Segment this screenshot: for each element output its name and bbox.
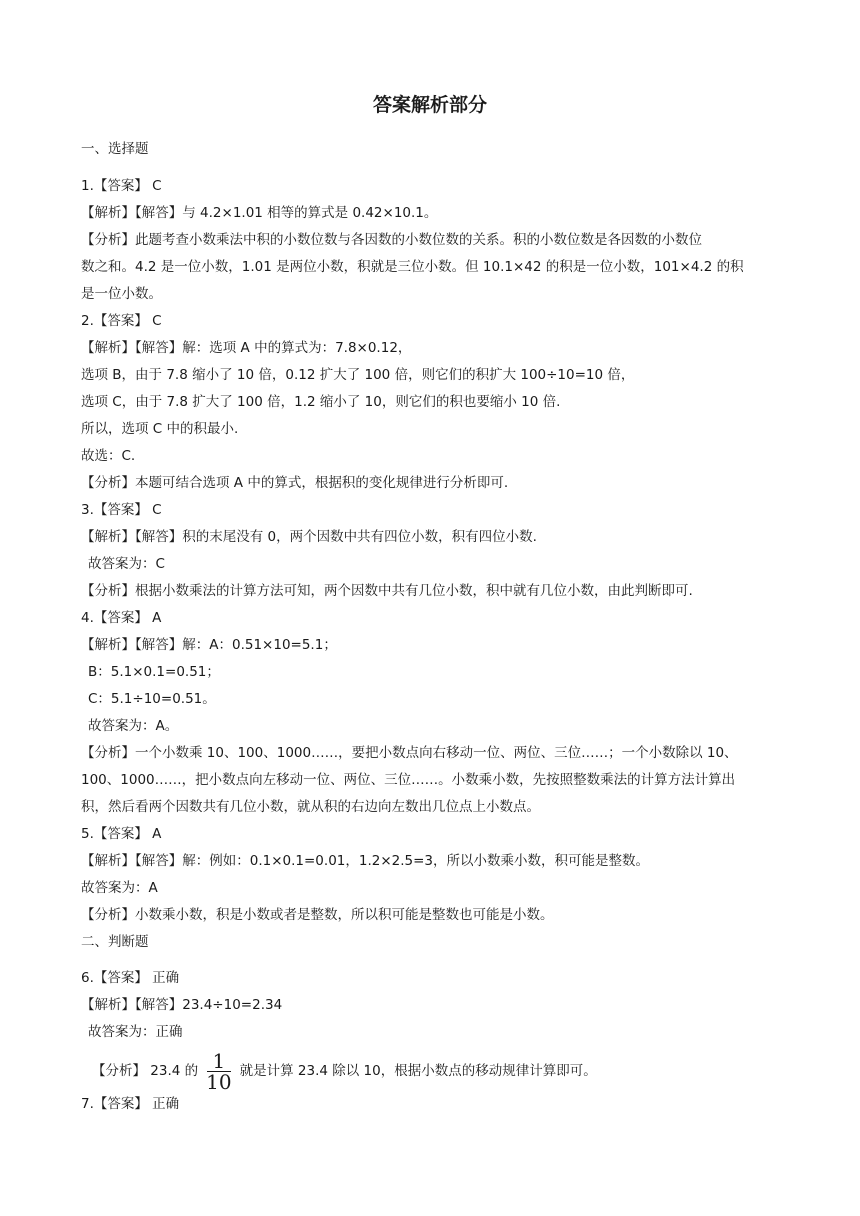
- page-title: 答案解析部分: [372, 94, 487, 116]
- q2-line2: 选项 B，由于 7.8 缩小了 10 倍，0.12 扩大了 100 倍，则它们的积扩大 100÷10=10 倍，: [81, 367, 635, 383]
- q5-line2: 故答案为：A: [81, 880, 158, 896]
- q5-answer: 5.【答案】 A: [81, 826, 162, 842]
- q4-line2: B：5.1×0.1=0.51；: [88, 664, 220, 680]
- q6-analysis-suffix: 就是计算 23.4 除以 10，根据小数点的移动规律计算即可。: [239, 1063, 597, 1079]
- q1-solution: 【解析】【解答】与 4.2×1.01 相等的算式是 0.42×10.1。: [81, 205, 438, 221]
- q5-analysis: 【分析】小数乘小数，积是小数或者是整数，所以积可能是整数也可能是小数。: [81, 907, 554, 923]
- q6-analysis: [92, 1048, 792, 1094]
- q3-analysis: 【分析】根据小数乘法的计算方法可知，两个因数中共有几位小数，积中就有几位小数，由此判断即可.: [81, 583, 693, 599]
- q2-solution: 【解析】【解答】解：选项 A 中的算式为：7.8×0.12，: [81, 340, 412, 356]
- q4-analysis-line2: 100、1000……，把小数点向左移动一位、两位、三位……。小数乘小数，先按照整数乘法的计算方法计算出: [81, 772, 736, 788]
- q7-answer: 7.【答案】 正确: [81, 1096, 180, 1112]
- q6-line2: 故答案为：正确: [88, 1024, 183, 1040]
- q1-analysis-line2: 数之和。4.2 是一位小数，1.01 是两位小数，积就是三位小数。但 10.1×42 的积是一位小数，101×4.2 的积: [81, 259, 744, 275]
- fraction-denominator: 10: [206, 1069, 232, 1094]
- q4-analysis-line1: 【分析】一个小数乘 10、100、1000……，要把小数点向右移动一位、两位、三位……；一个小数除以 10、: [81, 745, 738, 761]
- q3-answer: 3.【答案】 C: [81, 502, 162, 518]
- section-heading-judge: 二、判断题: [81, 934, 149, 950]
- q1-analysis-line1: 【分析】此题考查小数乘法中积的小数位数与各因数的小数位数的关系。积的小数位数是各因数的小数位: [81, 232, 702, 248]
- q5-solution: 【解析】【解答】解：例如：0.1×0.1=0.01，1.2×2.5=3，所以小数乘小数，积可能是整数。: [81, 853, 650, 869]
- fraction-numerator: 1: [212, 1048, 226, 1073]
- q3-line2: 故答案为：C: [88, 556, 165, 572]
- q4-line4: 故答案为：A。: [88, 718, 179, 734]
- q6-solution: 【解析】【解答】23.4÷10=2.34: [81, 997, 283, 1013]
- q2-line4: 所以，选项 C 中的积最小.: [81, 421, 239, 437]
- q4-answer: 4.【答案】 A: [81, 610, 162, 626]
- q2-line5: 故选：C.: [81, 448, 136, 464]
- q1-analysis-line3: 是一位小数。: [81, 286, 162, 302]
- q1-answer: 1.【答案】 C: [81, 178, 162, 194]
- q3-solution: 【解析】【解答】积的末尾没有 0，两个因数中共有四位小数，积有四位小数.: [81, 529, 537, 545]
- q6-answer: 6.【答案】 正确: [81, 970, 180, 986]
- q4-line3: C：5.1÷10=0.51。: [88, 691, 216, 707]
- q4-analysis-line3: 积，然后看两个因数共有几位小数，就从积的右边向左数出几位点上小数点。: [81, 799, 540, 815]
- q2-answer: 2.【答案】 C: [81, 313, 162, 329]
- q6-analysis-prefix: 【分析】 23.4 的: [92, 1063, 199, 1079]
- q2-line3: 选项 C，由于 7.8 扩大了 100 倍，1.2 缩小了 10，则它们的积也要缩小 10 倍.: [81, 394, 561, 410]
- q4-solution: 【解析】【解答】解：A：0.51×10=5.1；: [81, 637, 337, 653]
- section-heading-choice: 一、选择题: [81, 141, 149, 157]
- q2-analysis: 【分析】本题可结合选项 A 中的算式，根据积的变化规律进行分析即可.: [81, 475, 509, 491]
- fraction-one-tenth: [204, 1048, 233, 1094]
